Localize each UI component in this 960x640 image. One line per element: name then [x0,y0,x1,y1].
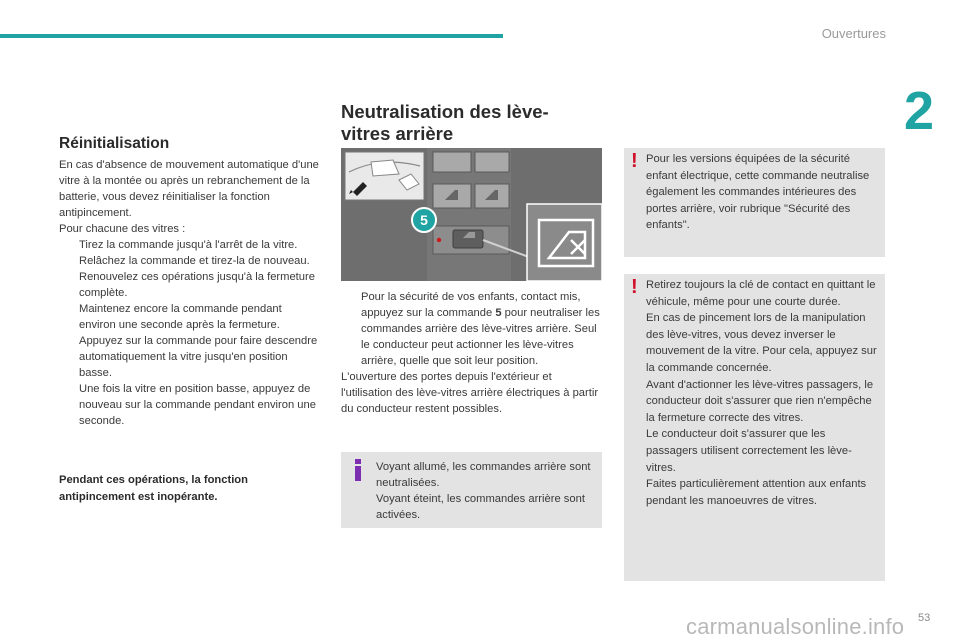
info-icon [352,459,364,481]
page-number: 53 [918,612,931,624]
neutral-bullets [341,289,603,369]
neutral-body [341,289,603,417]
warning-text-1: Pour les versions équipées de la sécurité enfant électrique, cette commande neutralise également les commandes intérieures des portes arrière, voir rubrique "Sécurité des enfants". [646,153,870,232]
callout-5-label: 5 [420,212,428,228]
neutral-title: Neutralisation des lève- vitres arrière [341,101,549,144]
list-item: Tirez la commande jusqu'à l'arrêt de la vitre. [79,239,298,251]
warning-text-2: Retirez toujours la clé de contact en quittant le véhicule, même pour une courte durée. En cas de pincement lors de la manipulation des lève-vitres, vous devez inverser le mouvement de la vitre. Pour cela, appuyez sur la commande concernée. Avant d'actionner les lève-vitres passagers, le conducteur doit s'assurer que rien n'empêche la fermeture correcte des vitres. Le conducteur doit s'assurer que les passagers utilisent correctement les lève-vitres. Faites particulièrement attention aux enfants pendant les manoeuvres de vitres. [646,279,877,507]
watermark: carmanualsonline.info [686,614,905,639]
warning-icon: ! [631,150,638,172]
list-item: Une fois la vitre en position basse, appuyez de nouveau sur la commande pendant environ une seconde. [79,383,316,427]
reinit-intro: En cas d'absence de mouvement automatique d'une vitre à la montée ou après un rebranchement de la batterie, vous devez réinitialiser la fonction antipincement. [59,159,319,219]
list-item: Renouvelez ces opérations jusqu'à la fermeture complète. [79,271,315,299]
list-item: Appuyez sur la commande pour faire descendre automatiquement la vitre jusqu'en position basse. [79,335,318,379]
warning-icon: ! [631,276,638,298]
indicator-light [437,238,441,242]
reinit-bold-note: Pendant ces opérations, la fonction antipincement est inopérante. [59,474,248,503]
list-item: Relâchez la commande et tirez-la de nouveau. [79,255,310,267]
reinit-steps [59,237,321,429]
reinit-title: Réinitialisation [59,135,170,152]
chapter-number: 2 [904,81,935,141]
list-item: Pour la sécurité de vos enfants, contact mis, appuyez sur la commande 5 pour neutraliser les commandes arrière des lève-vitres arrière. Seul le conducteur peut actionner les lève-vitres arrière, quelle que soit leur position. [361,291,600,367]
warning-box-2 [624,274,885,581]
illustration-svg [341,148,602,281]
reinit-for-each: Pour chacune des vitres : [59,223,186,235]
warning-box-1 [624,148,885,257]
info-box [341,452,602,528]
window-switch-illustration [341,148,602,281]
header-accent-bar [0,34,503,38]
list-item: Maintenez encore la commande pendant environ une seconde après la fermeture. [79,303,282,331]
reinit-body [59,157,321,429]
info-text: Voyant allumé, les commandes arrière sont neutralisées. Voyant éteint, les commandes arrière sont activées. [376,461,591,521]
neutral-paragraph: L'ouverture des portes depuis l'extérieur et l'utilisation des lève-vitres arrière électriques à partir du conducteur restent possibles. [341,371,599,415]
section-title: Ouvertures [821,26,886,41]
